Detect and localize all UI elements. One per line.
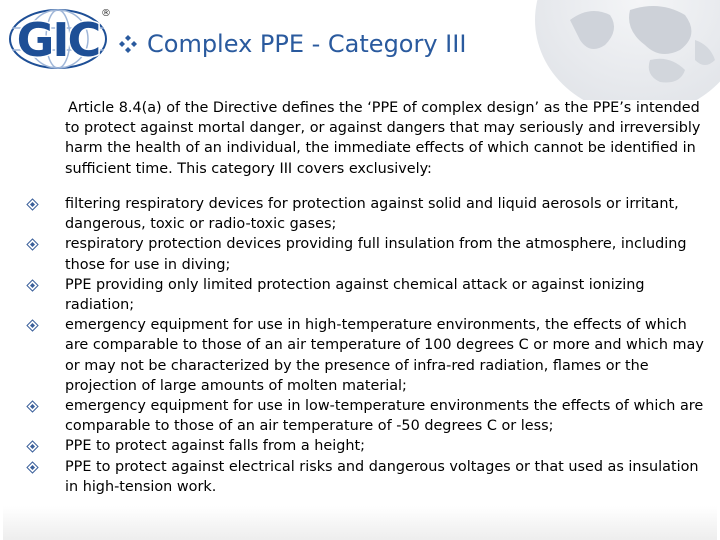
list-item <box>0 194 713 234</box>
list-item <box>0 396 713 436</box>
list-item <box>0 315 713 396</box>
page-title-text: Complex PPE - Category III <box>147 30 467 58</box>
page-title <box>119 28 466 60</box>
list-item-text: PPE to protect against falls from a height; <box>65 438 365 455</box>
list-item-text: PPE to protect against electrical risks and dangerous voltages or that used as insulation in high-tension work. <box>65 458 699 495</box>
four-diamond-bullet-icon <box>119 35 137 53</box>
bottom-shadow <box>3 506 717 540</box>
list-item <box>0 275 713 315</box>
intro-paragraph: Article 8.4(a) of the Directive defines the ‘PPE of complex design’ as the PPE’s intended to protect against mortal danger, or against dangers that may seriously and irreversibly harm the health of an individual, the immediate effects of which cannot be identified in sufficient time. This category III covers exclusively: <box>65 100 701 177</box>
diamond-bullet-icon <box>26 198 39 211</box>
diamond-bullet-icon <box>26 440 39 453</box>
slide-header <box>0 0 720 90</box>
list-item-text: emergency equipment for use in low-temperature environments the effects of which are comparable to those of an air temperature of -50 degrees C or less; <box>65 398 704 435</box>
list-item-text: PPE providing only limited protection against chemical attack or against ionizing radiation; <box>65 276 645 314</box>
list-item <box>0 457 713 497</box>
diamond-bullet-icon <box>26 400 39 413</box>
globe-watermark <box>510 0 720 100</box>
list-item-text: filtering respiratory devices for protection against solid and liquid aerosols or irritant, dangerous, toxic or radio-toxic gases; <box>65 196 679 233</box>
diamond-bullet-icon <box>26 279 39 292</box>
category-list <box>0 194 720 497</box>
registered-mark: ® <box>101 8 111 19</box>
diamond-bullet-icon <box>26 238 39 251</box>
gic-logo <box>8 8 108 70</box>
diamond-bullet-icon <box>26 461 39 474</box>
list-item-text: respiratory protection devices providing full insulation from the atmosphere, including those for use in diving; <box>65 236 687 273</box>
list-item-text: emergency equipment for use in high-temperature environments, the effects of which are comparable to those of an air temperature of 100 degrees C or more and which may or may not be characterized by the presence of infra-red radiation, flames or the projection of large amounts of molten material; <box>65 317 704 394</box>
list-item <box>0 234 713 274</box>
logo-text: GIC <box>16 13 100 67</box>
diamond-bullet-icon <box>26 319 39 332</box>
list-item <box>0 436 713 456</box>
